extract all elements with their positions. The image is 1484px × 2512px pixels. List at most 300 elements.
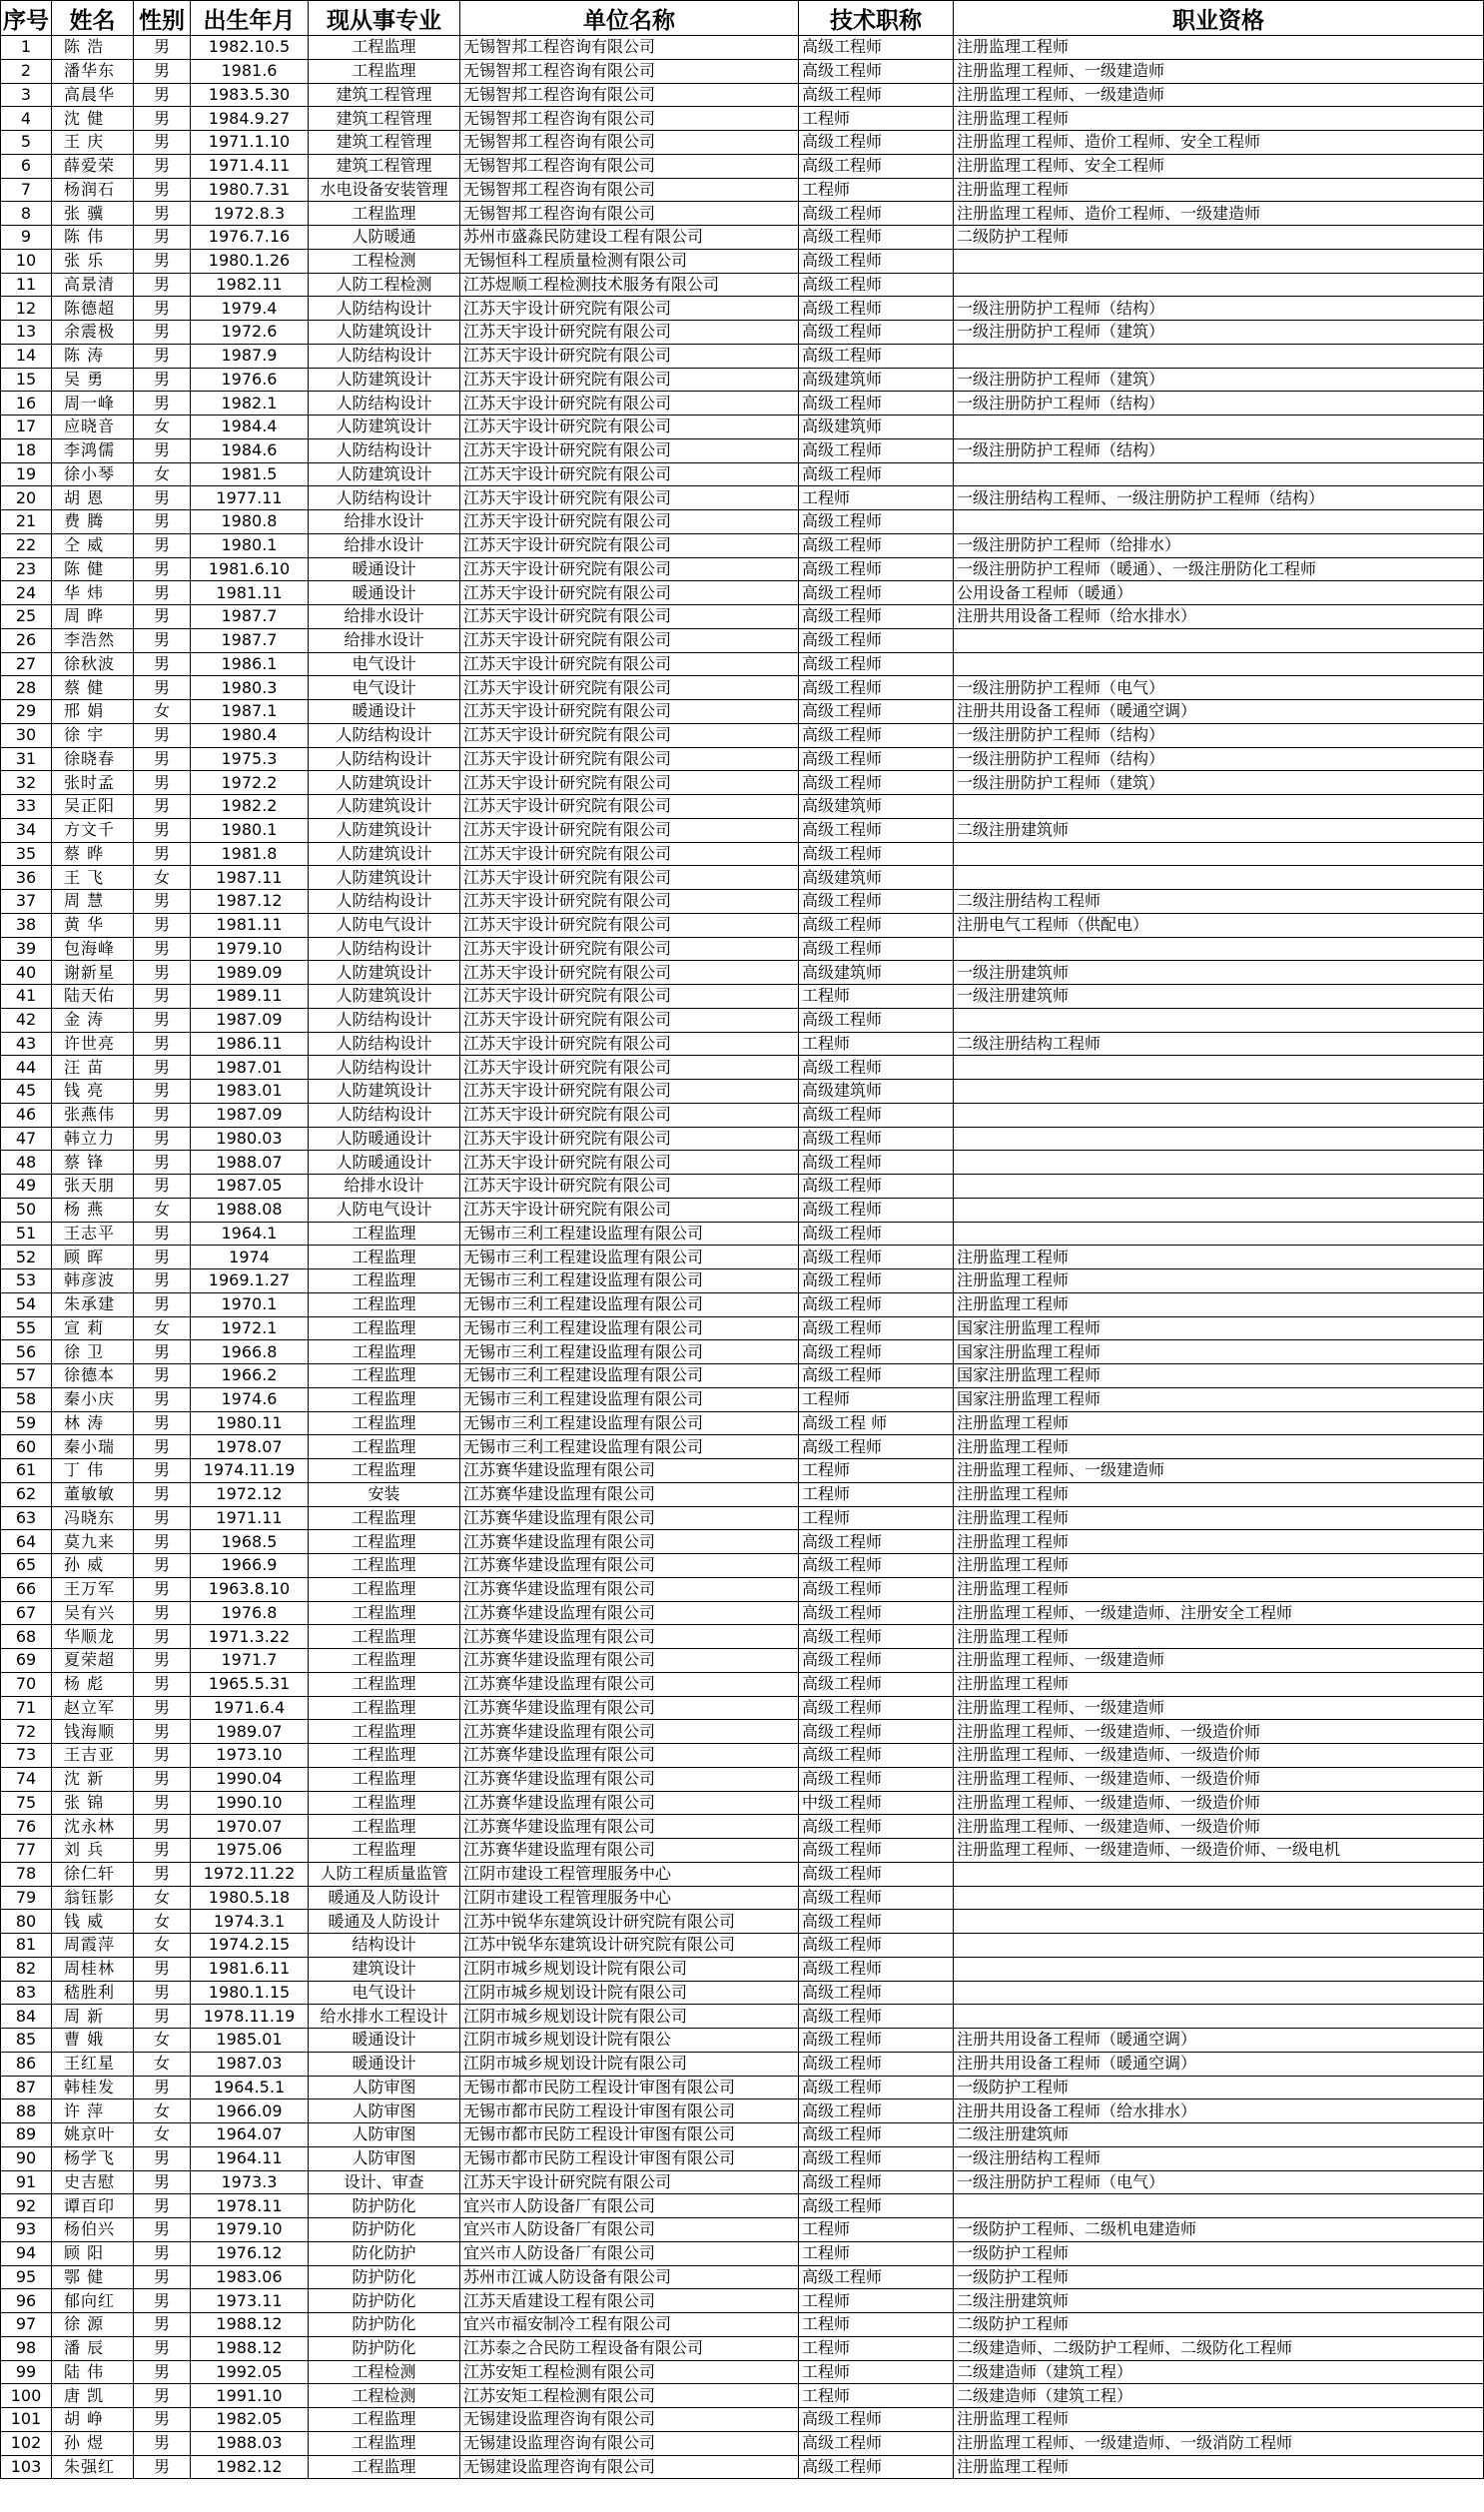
cell-title: 高级建筑师	[799, 795, 954, 819]
cell-company: 江苏天宇设计研究院有限公司	[460, 890, 799, 914]
cell-title: 高级工程师	[799, 510, 954, 534]
cell-qualification: 二级防护工程师	[954, 226, 1484, 250]
cell-gender: 男	[134, 1791, 191, 1815]
cell-gender: 男	[134, 1008, 191, 1032]
cell-title: 高级工程师	[799, 2194, 954, 2218]
cell-title: 高级工程师	[799, 1839, 954, 1863]
cell-company: 无锡市三利工程建设监理有限公司	[460, 1246, 799, 1269]
cell-gender: 男	[134, 1269, 191, 1293]
table-row	[1, 1127, 1484, 1151]
cell-company: 江苏天宇设计研究院有限公司	[460, 700, 799, 724]
cell-qualification: 注册监理工程师	[954, 1577, 1484, 1601]
cell-qualification: 二级注册结构工程师	[954, 890, 1484, 914]
cell-company: 江阴市建设工程管理服务中心	[460, 1886, 799, 1910]
cell-major: 人防建筑设计	[309, 842, 460, 866]
cell-birth: 1980.03	[191, 1127, 309, 1151]
cell-index: 35	[1, 842, 52, 866]
cell-birth: 1980.5.18	[191, 1886, 309, 1910]
cell-title: 高级工程师	[799, 937, 954, 961]
cell-title: 高级工程师	[799, 1815, 954, 1839]
cell-index: 39	[1, 937, 52, 961]
cell-gender: 男	[134, 1080, 191, 1104]
cell-birth: 1981.5	[191, 462, 309, 486]
cell-index: 17	[1, 416, 52, 439]
cell-index: 77	[1, 1839, 52, 1863]
cell-title: 高级工程师	[799, 557, 954, 581]
cell-major: 暖通设计	[309, 2029, 460, 2053]
cell-qualification: 注册监理工程师、安全工程师	[954, 154, 1484, 178]
header-company: 单位名称	[460, 1, 799, 36]
cell-major: 工程监理	[309, 1411, 460, 1435]
cell-title: 高级工程师	[799, 2029, 954, 2053]
cell-major: 人防结构设计	[309, 486, 460, 510]
cell-gender: 男	[134, 2408, 191, 2432]
cell-title: 高级工程师	[799, 249, 954, 273]
cell-major: 电气设计	[309, 676, 460, 700]
cell-name: 黄 华	[52, 913, 134, 937]
cell-qualification: 注册监理工程师、一级建造师	[954, 1459, 1484, 1483]
cell-index: 76	[1, 1815, 52, 1839]
cell-name: 秦小庆	[52, 1387, 134, 1411]
cell-birth: 1980.1	[191, 818, 309, 842]
cell-name: 徐 卫	[52, 1340, 134, 1364]
cell-title: 高级工程师	[799, 1316, 954, 1340]
cell-index: 102	[1, 2431, 52, 2455]
cell-qualification: 注册共用设备工程师（暖通空调）	[954, 2052, 1484, 2076]
cell-title: 高级工程师	[799, 1720, 954, 1744]
cell-major: 安装	[309, 1482, 460, 1506]
cell-company: 江苏天宇设计研究院有限公司	[460, 1008, 799, 1032]
cell-title: 高级工程师	[799, 1981, 954, 2005]
cell-gender: 男	[134, 533, 191, 557]
cell-index: 55	[1, 1316, 52, 1340]
cell-index: 3	[1, 83, 52, 107]
cell-major: 工程监理	[309, 59, 460, 83]
table-row	[1, 985, 1484, 1009]
cell-birth: 1985.01	[191, 2029, 309, 2053]
cell-birth: 1974.6	[191, 1387, 309, 1411]
cell-birth: 1972.6	[191, 321, 309, 345]
table-row	[1, 2455, 1484, 2479]
cell-title: 高级工程师	[799, 700, 954, 724]
cell-birth: 1981.8	[191, 842, 309, 866]
cell-qualification: 注册监理工程师	[954, 1554, 1484, 1578]
cell-index: 26	[1, 628, 52, 652]
cell-qualification	[954, 344, 1484, 368]
cell-birth: 1970.07	[191, 1815, 309, 1839]
cell-title: 高级工程师	[799, 344, 954, 368]
cell-birth: 1980.4	[191, 723, 309, 747]
cell-major: 工程监理	[309, 1387, 460, 1411]
cell-gender: 女	[134, 1886, 191, 1910]
table-row	[1, 818, 1484, 842]
cell-qualification	[954, 462, 1484, 486]
cell-company: 江苏天宇设计研究院有限公司	[460, 462, 799, 486]
cell-gender: 男	[134, 557, 191, 581]
cell-index: 34	[1, 818, 52, 842]
cell-title: 高级工程师	[799, 462, 954, 486]
cell-name: 韩立力	[52, 1127, 134, 1151]
cell-gender: 男	[134, 83, 191, 107]
cell-qualification: 一级注册防护工程师（结构）	[954, 392, 1484, 416]
cell-index: 20	[1, 486, 52, 510]
table-row	[1, 866, 1484, 890]
cell-qualification: 国家注册监理工程师	[954, 1340, 1484, 1364]
cell-title: 高级工程师	[799, 1292, 954, 1316]
cell-company: 江苏天盾建设工程有限公司	[460, 2289, 799, 2313]
cell-index: 9	[1, 226, 52, 250]
cell-index: 80	[1, 1910, 52, 1934]
cell-major: 人防建筑设计	[309, 866, 460, 890]
cell-title: 工程师	[799, 1387, 954, 1411]
cell-title: 工程师	[799, 1459, 954, 1483]
cell-birth: 1982.05	[191, 2408, 309, 2432]
cell-gender: 男	[134, 368, 191, 392]
cell-title: 高级工程师	[799, 1127, 954, 1151]
cell-birth: 1972.11.22	[191, 1862, 309, 1886]
cell-name: 邢 娟	[52, 700, 134, 724]
cell-qualification: 注册监理工程师	[954, 1530, 1484, 1554]
cell-gender: 男	[134, 59, 191, 83]
cell-qualification	[954, 1862, 1484, 1886]
cell-major: 暖通设计	[309, 2052, 460, 2076]
cell-gender: 男	[134, 273, 191, 297]
cell-title: 高级工程师	[799, 581, 954, 605]
cell-major: 防化防护	[309, 2241, 460, 2265]
cell-company: 江苏中锐华东建筑设计研究院有限公司	[460, 1910, 799, 1934]
cell-company: 无锡建设监理咨询有限公司	[460, 2408, 799, 2432]
cell-title: 高级工程师	[799, 2265, 954, 2289]
cell-major: 工程监理	[309, 1744, 460, 1768]
cell-birth: 1970.1	[191, 1292, 309, 1316]
cell-major: 暖通设计	[309, 581, 460, 605]
table-row	[1, 2052, 1484, 2076]
cell-birth: 1979.4	[191, 297, 309, 321]
cell-index: 97	[1, 2313, 52, 2337]
table-row	[1, 2384, 1484, 2408]
cell-birth: 1973.10	[191, 1744, 309, 1768]
cell-birth: 1979.10	[191, 2218, 309, 2242]
cell-birth: 1980.7.31	[191, 178, 309, 202]
cell-name: 陈德超	[52, 297, 134, 321]
cell-birth: 1978.07	[191, 1435, 309, 1459]
cell-title: 高级工程师	[799, 2005, 954, 2029]
cell-company: 江苏天宇设计研究院有限公司	[460, 961, 799, 985]
table-row	[1, 1744, 1484, 1768]
cell-name: 钱 亮	[52, 1080, 134, 1104]
cell-name: 徐德本	[52, 1364, 134, 1388]
cell-birth: 1981.6	[191, 59, 309, 83]
cell-qualification	[954, 795, 1484, 819]
cell-name: 顾 晖	[52, 1246, 134, 1269]
cell-name: 潘 辰	[52, 2336, 134, 2360]
cell-birth: 1966.9	[191, 1554, 309, 1578]
cell-major: 建筑工程管理	[309, 107, 460, 131]
cell-title: 工程师	[799, 2241, 954, 2265]
cell-major: 工程监理	[309, 36, 460, 60]
cell-title: 高级工程师	[799, 676, 954, 700]
cell-company: 江苏赛华建设监理有限公司	[460, 1482, 799, 1506]
cell-name: 孙 威	[52, 1554, 134, 1578]
cell-qualification	[954, 1886, 1484, 1910]
cell-major: 人防暖通	[309, 226, 460, 250]
cell-gender: 男	[134, 1387, 191, 1411]
cell-index: 86	[1, 2052, 52, 2076]
cell-title: 高级工程师	[799, 1886, 954, 1910]
cell-major: 暖通及人防设计	[309, 1886, 460, 1910]
cell-index: 51	[1, 1222, 52, 1246]
cell-name: 王吉亚	[52, 1744, 134, 1768]
cell-name: 薛爱荣	[52, 154, 134, 178]
cell-title: 高级工程师	[799, 438, 954, 462]
cell-title: 中级工程师	[799, 1791, 954, 1815]
cell-index: 42	[1, 1008, 52, 1032]
table-row	[1, 2170, 1484, 2194]
cell-title: 高级工程师	[799, 2099, 954, 2123]
cell-index: 29	[1, 700, 52, 724]
cell-gender: 男	[134, 131, 191, 155]
cell-qualification: 一级注册建筑师	[954, 985, 1484, 1009]
cell-index: 10	[1, 249, 52, 273]
cell-gender: 男	[134, 1696, 191, 1720]
cell-birth: 1980.11	[191, 1411, 309, 1435]
cell-gender: 男	[134, 486, 191, 510]
cell-company: 江苏天宇设计研究院有限公司	[460, 985, 799, 1009]
header-index: 序号	[1, 1, 52, 36]
cell-name: 张天朋	[52, 1175, 134, 1199]
cell-gender: 男	[134, 937, 191, 961]
cell-company: 江苏天宇设计研究院有限公司	[460, 818, 799, 842]
cell-qualification	[954, 937, 1484, 961]
cell-birth: 1987.01	[191, 1056, 309, 1080]
cell-index: 18	[1, 438, 52, 462]
cell-birth: 1972.8.3	[191, 202, 309, 226]
cell-qualification: 一级注册防护工程师（建筑）	[954, 321, 1484, 345]
cell-company: 江苏赛华建设监理有限公司	[460, 1530, 799, 1554]
table-row	[1, 2336, 1484, 2360]
table-row	[1, 1103, 1484, 1127]
cell-title: 工程师	[799, 2218, 954, 2242]
cell-gender: 女	[134, 462, 191, 486]
cell-title: 工程师	[799, 178, 954, 202]
table-row	[1, 842, 1484, 866]
cell-qualification: 注册电气工程师（供配电）	[954, 913, 1484, 937]
cell-major: 工程监理	[309, 1696, 460, 1720]
cell-birth: 1966.09	[191, 2099, 309, 2123]
cell-gender: 男	[134, 723, 191, 747]
table-row	[1, 462, 1484, 486]
cell-company: 无锡市三利工程建设监理有限公司	[460, 1387, 799, 1411]
cell-birth: 1986.11	[191, 1032, 309, 1056]
cell-name: 王 庆	[52, 131, 134, 155]
table-row	[1, 510, 1484, 534]
cell-major: 人防建筑设计	[309, 795, 460, 819]
cell-birth: 1978.11	[191, 2194, 309, 2218]
cell-gender: 男	[134, 1411, 191, 1435]
cell-company: 江阴市城乡规划设计院有限公司	[460, 1957, 799, 1981]
cell-name: 陈 涛	[52, 344, 134, 368]
cell-index: 22	[1, 533, 52, 557]
cell-title: 高级工程师	[799, 321, 954, 345]
cell-qualification: 注册监理工程师	[954, 1482, 1484, 1506]
cell-gender: 男	[134, 795, 191, 819]
cell-major: 人防建筑设计	[309, 1080, 460, 1104]
cell-qualification: 一级注册防护工程师（电气）	[954, 2170, 1484, 2194]
cell-company: 无锡智邦工程咨询有限公司	[460, 154, 799, 178]
cell-qualification: 一级注册建筑师	[954, 961, 1484, 985]
cell-qualification	[954, 1957, 1484, 1981]
cell-title: 工程师	[799, 2384, 954, 2408]
table-row	[1, 131, 1484, 155]
table-row	[1, 1530, 1484, 1554]
cell-name: 王 飞	[52, 866, 134, 890]
cell-major: 工程检测	[309, 249, 460, 273]
table-row	[1, 533, 1484, 557]
cell-birth: 1975.06	[191, 1839, 309, 1863]
cell-birth: 1989.07	[191, 1720, 309, 1744]
cell-birth: 1980.8	[191, 510, 309, 534]
cell-company: 无锡市三利工程建设监理有限公司	[460, 1340, 799, 1364]
table-row	[1, 273, 1484, 297]
cell-title: 高级工程师	[799, 842, 954, 866]
cell-title: 工程师	[799, 107, 954, 131]
cell-company: 江苏天宇设计研究院有限公司	[460, 747, 799, 771]
cell-index: 56	[1, 1340, 52, 1364]
table-row	[1, 1696, 1484, 1720]
cell-major: 工程监理	[309, 1530, 460, 1554]
cell-qualification: 一级注册防护工程师（建筑）	[954, 771, 1484, 795]
cell-name: 嵇胜利	[52, 1981, 134, 2005]
cell-birth: 1982.1	[191, 392, 309, 416]
cell-index: 81	[1, 1934, 52, 1958]
cell-qualification: 注册监理工程师	[954, 2408, 1484, 2432]
cell-company: 江苏天宇设计研究院有限公司	[460, 297, 799, 321]
cell-qualification: 注册监理工程师、一级建造师	[954, 1696, 1484, 1720]
cell-title: 工程师	[799, 985, 954, 1009]
cell-title: 工程师	[799, 1482, 954, 1506]
cell-company: 江苏天宇设计研究院有限公司	[460, 1198, 799, 1222]
table-row	[1, 628, 1484, 652]
cell-name: 姚京叶	[52, 2123, 134, 2147]
cell-company: 江苏赛华建设监理有限公司	[460, 1625, 799, 1649]
cell-name: 丁 伟	[52, 1459, 134, 1483]
cell-birth: 1969.1.27	[191, 1269, 309, 1293]
cell-birth: 1982.12	[191, 2455, 309, 2479]
cell-company: 无锡市三利工程建设监理有限公司	[460, 1292, 799, 1316]
table-row	[1, 2076, 1484, 2099]
cell-title: 高级工程师	[799, 226, 954, 250]
cell-company: 无锡恒科工程质量检测有限公司	[460, 249, 799, 273]
cell-name: 徐仁轩	[52, 1862, 134, 1886]
cell-index: 73	[1, 1744, 52, 1768]
table-row	[1, 1080, 1484, 1104]
cell-major: 人防结构设计	[309, 1056, 460, 1080]
cell-name: 金 涛	[52, 1008, 134, 1032]
cell-index: 25	[1, 605, 52, 629]
table-row	[1, 1175, 1484, 1199]
cell-index: 23	[1, 557, 52, 581]
cell-title: 高级工程师	[799, 1625, 954, 1649]
cell-company: 江苏天宇设计研究院有限公司	[460, 842, 799, 866]
cell-title: 高级建筑师	[799, 961, 954, 985]
table-row	[1, 2289, 1484, 2313]
header-title: 技术职称	[799, 1, 954, 36]
cell-company: 无锡市都市民防工程设计审图有限公司	[460, 2099, 799, 2123]
cell-name: 张 乐	[52, 249, 134, 273]
cell-title: 高级工程师	[799, 2170, 954, 2194]
cell-qualification: 注册监理工程师、一级建造师、一级造价师	[954, 1720, 1484, 1744]
cell-title: 工程师	[799, 2313, 954, 2337]
header-major: 现从事专业	[309, 1, 460, 36]
cell-qualification	[954, 1008, 1484, 1032]
cell-title: 高级工程师	[799, 1672, 954, 1696]
cell-gender: 男	[134, 226, 191, 250]
cell-company: 无锡市三利工程建设监理有限公司	[460, 1364, 799, 1388]
cell-qualification	[954, 1222, 1484, 1246]
cell-qualification: 一级防护工程师、二级机电建造师	[954, 2218, 1484, 2242]
cell-birth: 1966.8	[191, 1340, 309, 1364]
cell-gender: 男	[134, 1482, 191, 1506]
cell-name: 蔡 健	[52, 676, 134, 700]
cell-name: 唐 凯	[52, 2384, 134, 2408]
cell-gender: 男	[134, 1127, 191, 1151]
cell-name: 张 锦	[52, 1791, 134, 1815]
table-row	[1, 2265, 1484, 2289]
cell-major: 人防审图	[309, 2099, 460, 2123]
cell-major: 工程监理	[309, 1292, 460, 1316]
cell-major: 水电设备安装管理	[309, 178, 460, 202]
table-row	[1, 1981, 1484, 2005]
cell-gender: 男	[134, 1862, 191, 1886]
table-row	[1, 1222, 1484, 1246]
cell-gender: 男	[134, 818, 191, 842]
cell-birth: 1988.03	[191, 2431, 309, 2455]
cell-name: 杨伯兴	[52, 2218, 134, 2242]
cell-gender: 男	[134, 1246, 191, 1269]
cell-gender: 男	[134, 771, 191, 795]
cell-gender: 男	[134, 1767, 191, 1791]
cell-major: 人防建筑设计	[309, 321, 460, 345]
cell-index: 7	[1, 178, 52, 202]
cell-qualification: 一级注册防护工程师（结构）	[954, 438, 1484, 462]
cell-gender: 男	[134, 1222, 191, 1246]
cell-gender: 女	[134, 1934, 191, 1958]
cell-qualification: 一级注册防护工程师（结构）	[954, 723, 1484, 747]
cell-birth: 1991.10	[191, 2384, 309, 2408]
cell-title: 高级建筑师	[799, 368, 954, 392]
cell-birth: 1981.11	[191, 581, 309, 605]
cell-birth: 1980.1.15	[191, 1981, 309, 2005]
cell-title: 高级工程师	[799, 131, 954, 155]
cell-index: 37	[1, 890, 52, 914]
cell-qualification: 二级注册建筑师	[954, 2123, 1484, 2147]
cell-company: 江苏赛华建设监理有限公司	[460, 1577, 799, 1601]
table-row	[1, 2029, 1484, 2053]
cell-name: 张 骥	[52, 202, 134, 226]
cell-birth: 1980.3	[191, 676, 309, 700]
cell-qualification: 二级防护工程师	[954, 2313, 1484, 2337]
cell-name: 吴有兴	[52, 1601, 134, 1625]
table-row	[1, 1649, 1484, 1673]
cell-major: 给排水设计	[309, 533, 460, 557]
cell-company: 江苏天宇设计研究院有限公司	[460, 795, 799, 819]
cell-major: 人防结构设计	[309, 723, 460, 747]
cell-birth: 1988.08	[191, 1198, 309, 1222]
cell-company: 江苏天宇设计研究院有限公司	[460, 1175, 799, 1199]
cell-qualification: 注册监理工程师	[954, 1506, 1484, 1530]
cell-name: 徐晓春	[52, 747, 134, 771]
table-row	[1, 202, 1484, 226]
